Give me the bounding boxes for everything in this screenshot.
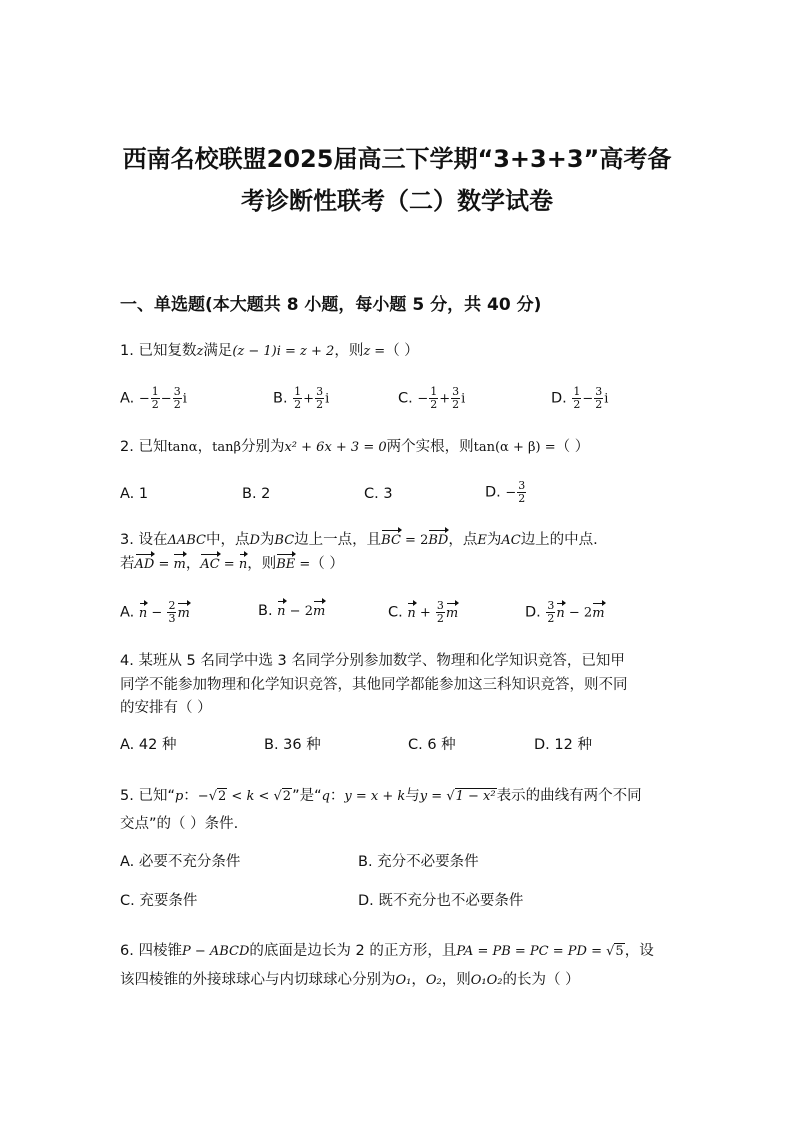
- question-4-stem-line2: 同学不能参加物理和化学知识竞答，其他同学都能参加这三科知识竞答，则不同: [120, 677, 628, 693]
- fraction: $\frac{3}{2}$: [173, 385, 181, 411]
- question-6-stem-line1: 6. 四棱锥P − ABCD的底面是边长为 2 的正方形，且PA = PB = PC = PD = √5，设: [120, 940, 654, 963]
- question-1-option-d: D. $\frac{1}{2}$ − $\frac{3}{2}$ i: [551, 385, 609, 411]
- fraction: $\frac{3}{2}$: [547, 599, 555, 625]
- question-3-option-a: A. n − $\frac{2}{3}$ m: [120, 599, 190, 625]
- question-5-option-a: A. 必要不充分条件: [120, 854, 241, 870]
- question-4-option-d: D. 12 种: [534, 737, 592, 753]
- sqrt: √2: [273, 789, 292, 804]
- question-5-stem-line2: 交点”的（ ）条件.: [120, 816, 239, 832]
- question-4-option-c: C. 6 种: [408, 737, 456, 753]
- sqrt: √2: [208, 789, 227, 804]
- vector-n: n: [239, 554, 247, 576]
- question-1-option-b: B. $\frac{1}{2}$ + $\frac{3}{2}$ i: [273, 385, 330, 411]
- vector-be: BE: [276, 554, 295, 576]
- question-3-stem-line1: 3. 设在ΔABC中，点D为BC边上一点，且BC = 2BD，点E为AC边上的中点.: [120, 529, 598, 552]
- section-heading: 一、单选题(本大题共 8 小题，每小题 5 分，共 40 分): [120, 295, 542, 315]
- question-5-option-d: D. 既不充分也不必要条件: [358, 893, 524, 909]
- question-3-option-c: C. n + $\frac{3}{2}$ m: [388, 599, 459, 625]
- question-3-option-d: D. $\frac{3}{2}$ n − 2m: [525, 599, 605, 625]
- fraction: $\frac{1}{2}$: [294, 385, 302, 411]
- question-1-option-a: A. − $\frac{1}{2}$ − $\frac{3}{2}$ i: [120, 385, 187, 411]
- question-4-stem-line3: 的安排有（ ）: [120, 700, 212, 716]
- question-3-option-b: B. n − 2m: [258, 600, 325, 623]
- question-2-option-c: C. 3: [364, 486, 393, 502]
- question-4-stem-line1: 4. 某班从 5 名同学中选 3 名同学分别参加数学、物理和化学知识竞答，已知甲: [120, 653, 625, 669]
- question-3-stem-line2: 若AD = m，AC = n，则BE =（ ）: [120, 553, 344, 576]
- fraction: $\frac{3}{2}$: [316, 385, 324, 411]
- sqrt: √5: [606, 944, 624, 959]
- fraction: $\frac{3}{2}$: [452, 385, 460, 411]
- question-6-stem-line2: 该四棱锥的外接球球心与内切球球心分别为O₁，O₂，则O₁O₂的长为（ ）: [120, 972, 580, 988]
- fraction: $\frac{3}{2}$: [518, 479, 526, 505]
- fraction: $\frac{1}{2}$: [151, 385, 159, 411]
- vector-bc: BC: [381, 530, 401, 552]
- question-2-option-b: B. 2: [242, 486, 271, 502]
- question-5-stem-line1: 5. 已知“p：−√2 < k < √2”是“q：y = x + k与y = √1 − x²表示的曲线有两个不同: [120, 785, 642, 808]
- fraction: $\frac{1}{2}$: [573, 385, 581, 411]
- question-5-option-b: B. 充分不必要条件: [358, 854, 479, 870]
- question-2-option-a: A. 1: [120, 486, 149, 502]
- vector-ac: AC: [200, 554, 219, 576]
- exam-title-line2: 考诊断性联考（二）数学试卷: [241, 187, 553, 215]
- fraction: $\frac{2}{3}$: [168, 599, 176, 625]
- fraction: $\frac{3}{2}$: [436, 599, 444, 625]
- exam-title-line1: 西南名校联盟2025届高三下学期“3+3+3”高考备: [122, 145, 672, 173]
- question-5-option-c: C. 充要条件: [120, 893, 198, 909]
- fraction: $\frac{1}{2}$: [430, 385, 438, 411]
- question-4-option-a: A. 42 种: [120, 737, 177, 753]
- question-2-option-d: D. − $\frac{3}{2}$: [485, 479, 526, 505]
- vector-ad: AD: [135, 554, 155, 576]
- question-1-option-c: C. − $\frac{1}{2}$ + $\frac{3}{2}$ i: [398, 385, 466, 411]
- question-1-stem: 1. 已知复数z满足(z − 1)i = z + 2，则z =（ ）: [120, 343, 419, 359]
- vector-m: m: [173, 554, 185, 576]
- question-4-option-b: B. 36 种: [264, 737, 321, 753]
- fraction: $\frac{3}{2}$: [595, 385, 603, 411]
- vector-bd: BD: [428, 530, 448, 552]
- question-2-stem: 2. 已知tanα，tanβ分别为x² + 6x + 3 = 0两个实根，则tan(α + β) =（ ）: [120, 439, 590, 455]
- sqrt: √1 − x²: [446, 789, 496, 804]
